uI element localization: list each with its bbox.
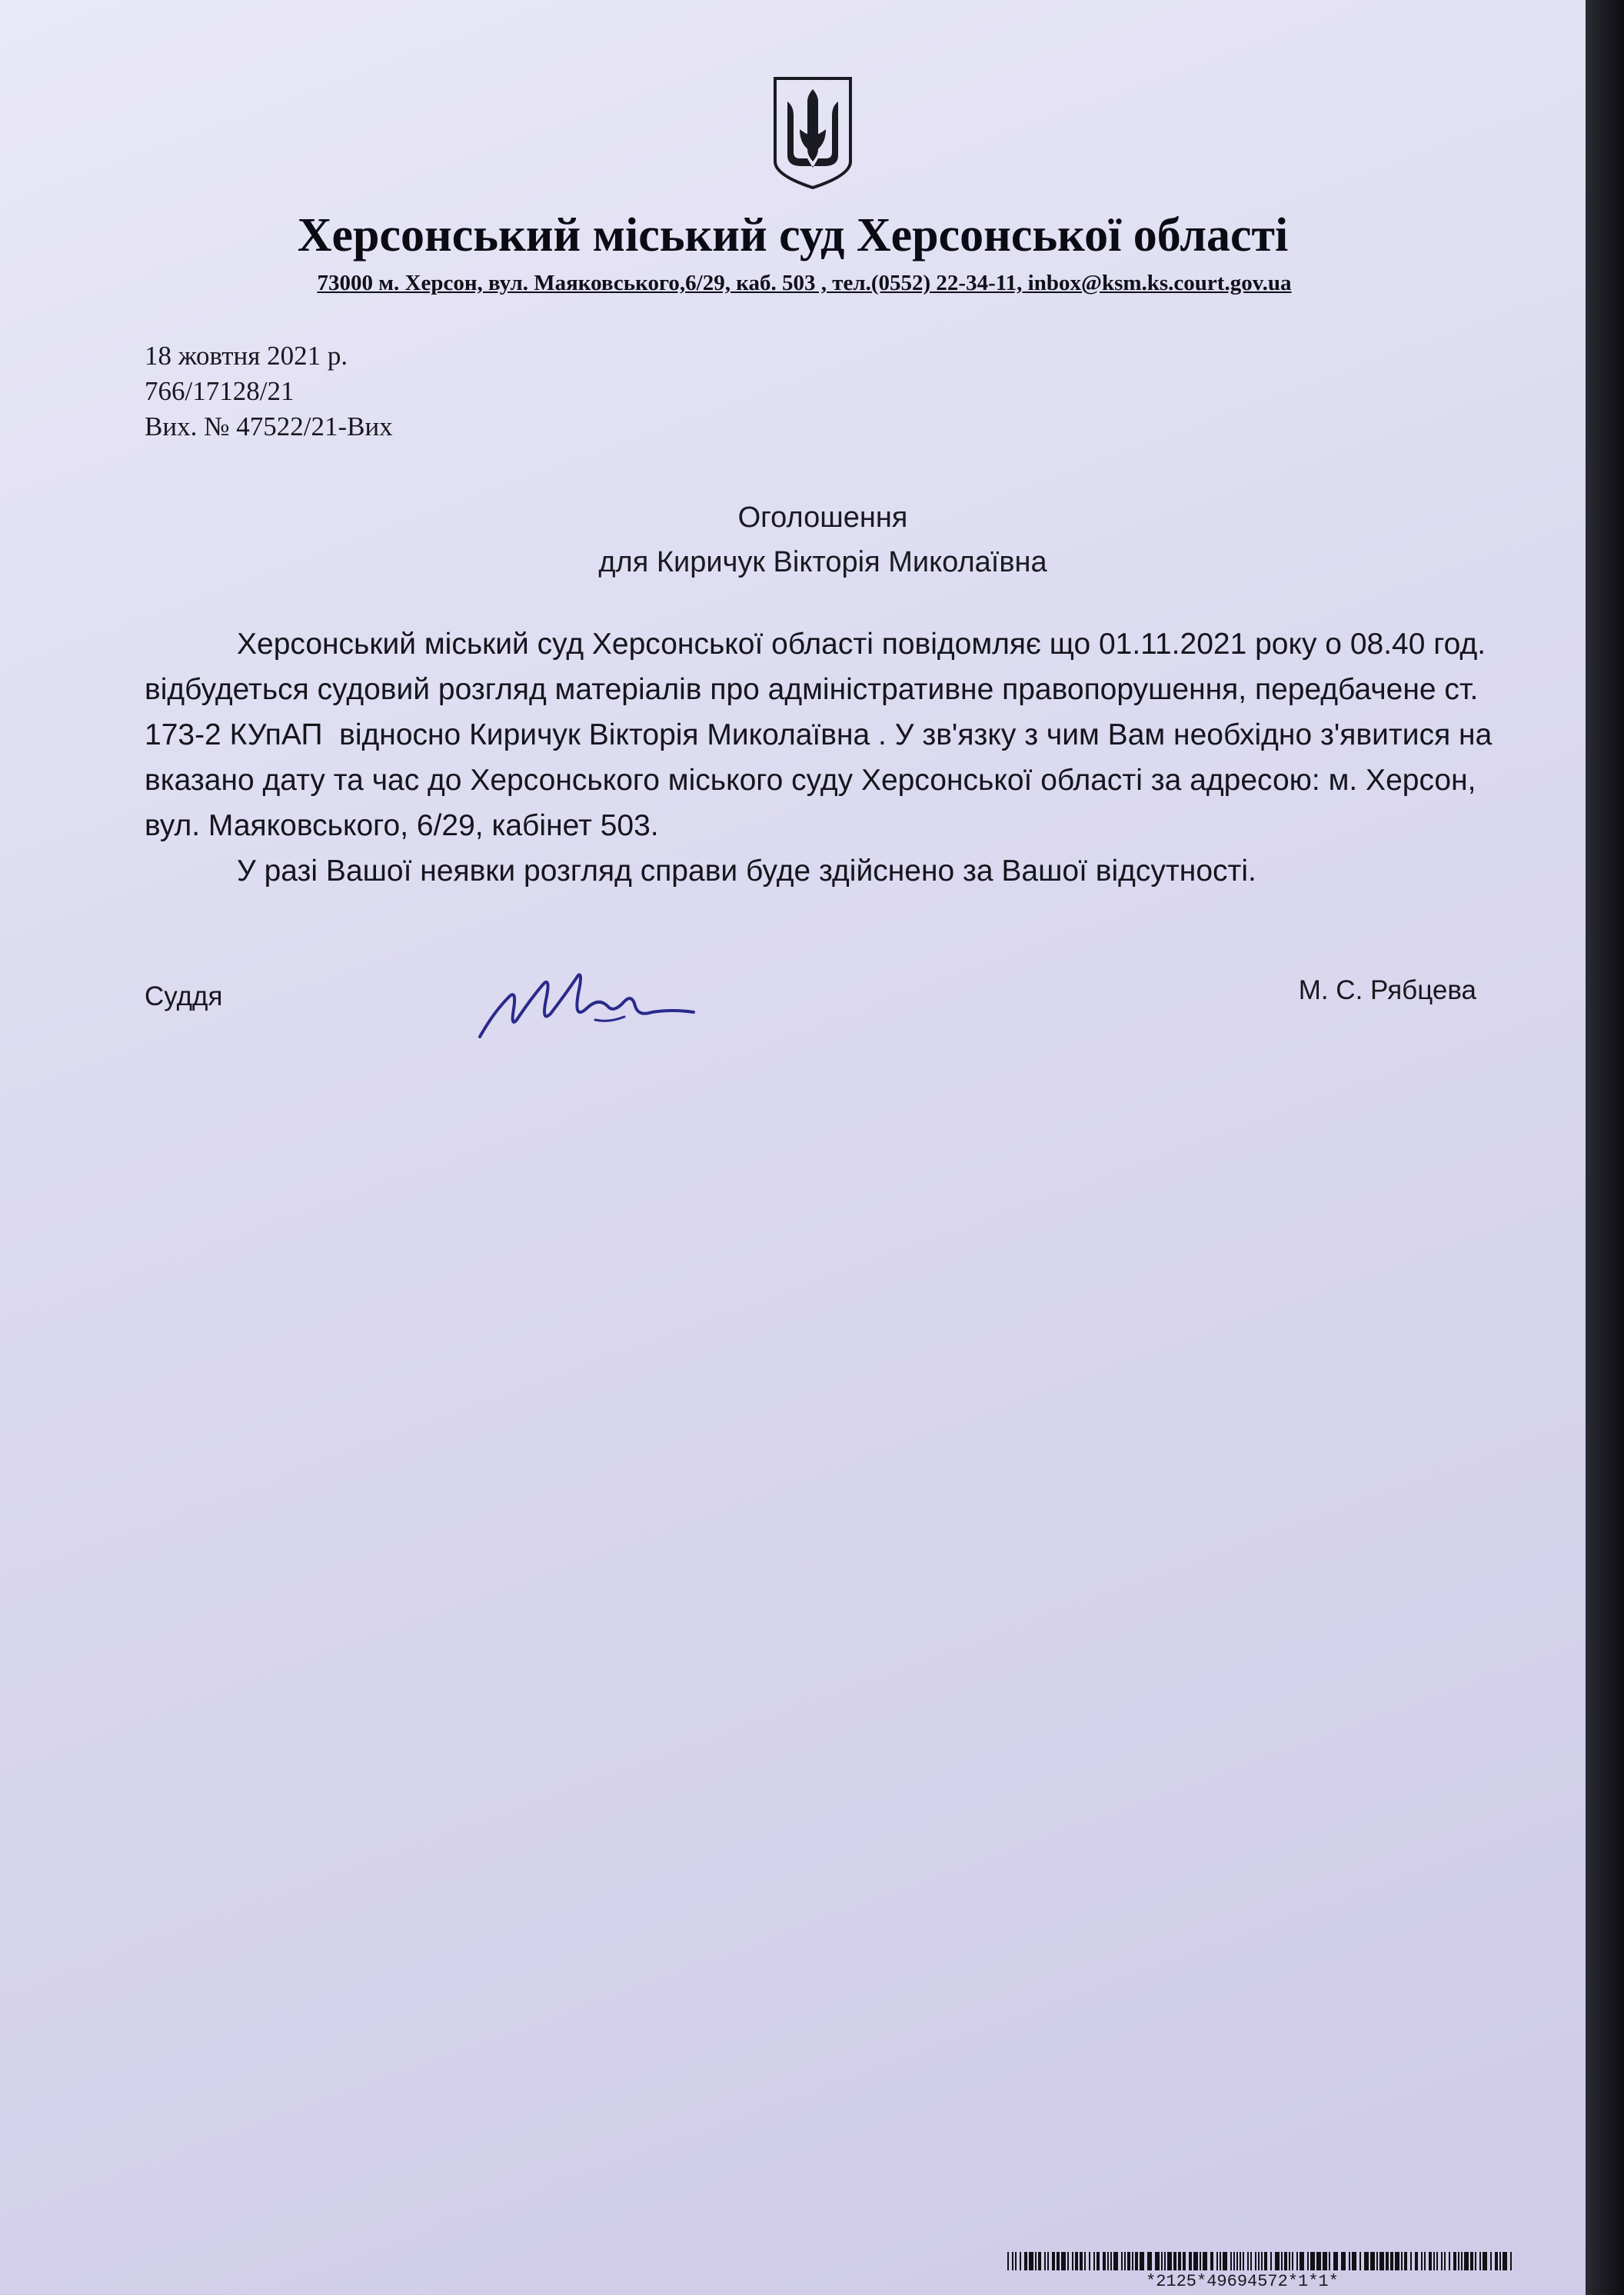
body-paragraph-1: Херсонський міський суд Херсонської області повідомляє що 01.11.2021 року о 08.40 год. відбудеться судовий розгляд матеріалів про адміністративне правопорушення, передбачене ст. 173-2 КУпАП відносно Киричук Вікторія Миколаївна . У зв'язку з чим Вам необхідно з'явитися на вказано дату та час до Херсонського міського суду Херсонської області за адресою: м. Херсон, вул. Маяковського, 6/29, кабінет 503. [145, 628, 1511, 842]
ukraine-trident-icon [770, 75, 855, 189]
announcement-heading [0, 495, 1586, 585]
court-name-title: Херсонський міський суд Херсонської області [297, 209, 1289, 261]
court-address-line: 73000 м. Херсон, вул. Маяковського,6/29, каб. 503 , тел.(0552) 22-34-11, inbox@ksm.ks.court.gov.ua [317, 271, 1292, 295]
judge-role-label: Суддя [145, 981, 223, 1011]
document-date: 18 жовтня 2021 р. [145, 341, 348, 371]
handwritten-signature-icon [471, 966, 701, 1058]
barcode-icon [1007, 2252, 1515, 2270]
case-number: 766/17128/21 [145, 376, 295, 406]
scan-background-edge [1586, 0, 1624, 2295]
announcement-title: Оголошення [737, 501, 908, 534]
announcement-body [145, 621, 1511, 894]
body-paragraph-2: У разі Вашої неявки розгляд справи буде здійснено за Вашої відсутності. [237, 854, 1256, 888]
judge-name: М. С. Рябцева [1298, 975, 1476, 1005]
document-meta [145, 338, 393, 445]
outgoing-number: Вих. № 47522/21-Вих [145, 411, 393, 441]
announcement-recipient: для Киричук Вікторія Миколаївна [598, 546, 1047, 578]
barcode-text: *2125*49694572*1*1* [1146, 2272, 1339, 2291]
